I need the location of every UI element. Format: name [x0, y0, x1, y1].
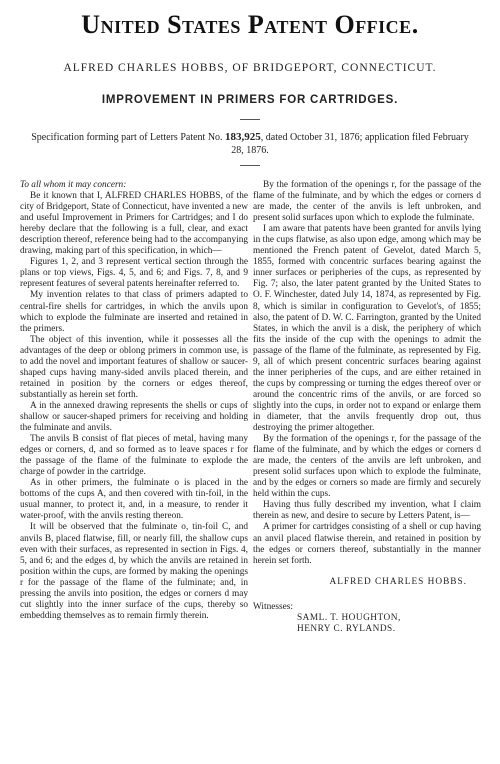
patent-title: IMPROVEMENT IN PRIMERS FOR CARTRIDGES. [101, 94, 399, 106]
witnesses-label: Witnesses: [253, 601, 293, 612]
paragraph: By the formation of the openings r, for the passage of the flame of the fulminate, and by which the edges or corners d are made, the center of the anvils is left unbroken, and present solid surfaces upon which to explode the fulminate. [253, 180, 481, 224]
paragraph: Figures 1, 2, and 3 represent vertical section through the plans or top views, Figs. 4, 5, and 6; and Figs. 7, 8, and 9 represent features of several patents hereinafter referred to. [20, 257, 248, 290]
witness-name: SAML. T. HOUGHTON, [297, 612, 401, 623]
divider [240, 165, 260, 166]
paragraph: The object of this invention, while it possesses all the advantages of the deep or oblong primers in common use, is to add the novel and important features of shallow or saucer-shaped cups having many-sided anvils placed therein, and retained in position by the corners or edges thereof, substantially as herein set forth. [20, 334, 248, 400]
specification-line [30, 131, 470, 157]
paragraph: My invention relates to that class of primers adapted to central-fire shells for cartridges, in which the anvils upon which to explode the fulminate are inserted and retained in the primers. [20, 290, 248, 334]
signature: ALFRED CHARLES HOBBS. [329, 576, 467, 587]
paragraph: As in other primers, the fulminate o is placed in the bottoms of the cups A, and then covered with tin-foil, in the usual manner, to protect it, and, in a measure, to render it water-proof, with the anvils resting thereon. [20, 478, 248, 522]
paragraph: It will be observed that the fulminate o, tin-foil C, and anvils B, placed flatwise, fill, or nearly fill, the shallow cups even with their surfaces, as represented in section in Figs. 4, 5, and 6; and the edges d, by which the anvils are retained in position within the cups, are formed by making the openings r for the passage of the flame of the fulminate; and, in pressing the anvils into position, the edges or corners d may cut slightly into the inner surface of the cups, thereby so embedding themselves as to remain firmly therein. [20, 522, 248, 621]
office-heading: United States Patent Office. [81, 10, 419, 39]
paragraph: By the formation of the openings r, for the passage of the flame of the fulminate, and by which the edges or corners d are made, the centers of the anvils are left unbroken, and present solid surfaces upon which to explode the fulminate, and by the edges or corners so made are firmly and securely held within the cups. [253, 434, 481, 500]
right-column [253, 180, 481, 635]
spec-suffix: , dated October 31, 1876; application filed February 28, 1876. [231, 132, 469, 156]
patent-number: 183,925 [225, 131, 261, 143]
spec-prefix: Specification forming part of Letters Patent No. [31, 132, 223, 143]
paragraph: A in the annexed drawing represents the shells or cups of shallow or saucer-shaped primers for receiving and holding the fulminate and anvils. [20, 400, 248, 434]
witness-name: HENRY C. RYLANDS. [297, 623, 396, 634]
paragraph: The anvils B consist of flat pieces of metal, having many edges or corners, d, and so formed as to leave spaces r for the passage of the flame of the fulminate to explode the charge of powder in the cartridge. [20, 434, 248, 478]
salutation: To all whom it may concern: [20, 180, 127, 190]
claim: A primer for cartridges consisting of a shell or cup having an anvil placed flatwise therein, and retained in position by the edges or corners thereof, substantially in the manner herein set forth. [253, 522, 481, 566]
left-column [20, 180, 248, 622]
paragraph: Having thus fully described my invention, what I claim therein as new, and desire to secure by Letters Patent, is— [253, 500, 481, 522]
divider [240, 119, 260, 120]
paragraph: Be it known that I, ALFRED CHARLES HOBBS, of the city of Bridgeport, State of Connecticut, have invented a new and useful Improvement in Primers for Cartridges; and I do hereby declare that the following is a full, clear, and exact description thereof, reference being had to the accompanying drawing, making part of this specification, in which— [20, 191, 248, 257]
inventor-line: ALFRED CHARLES HOBBS, OF BRIDGEPORT, CONNECTICUT. [63, 62, 437, 74]
paragraph: I am aware that patents have been granted for anvils lying in the cups flatwise, as also upon edge, among which may be mentioned the French patent of Gevelot, dated March 5, 1855, formed with concentric surfaces bearing against the inner surfaces or peripheries of the cups, as represented by Fig. 7; also, the later patent granted by the United States to O. F. Winchester, dated July 14, 1874, as represented by Fig. 8, which is similar in configuration to Gevelot's, of 1855; also, the patent of D. W. C. Farrington, granted by the United States, in which the anvil is a disk, the periphery of which fits the inside of the cup with the openings to admit the passage of the flame of the fulminate, as represented by Fig. 9, all of which present concentric surfaces bearing against the inner peripheries of the cups, and are either retained in the cups by compressing or turning the edges thereof over or around the concentric rims of the anvils, or are forced so slightly into the cups, in order not to expand or enlarge them in diameter, that the anvils frequently drop out, thus destroying the primer altogether. [253, 224, 481, 434]
